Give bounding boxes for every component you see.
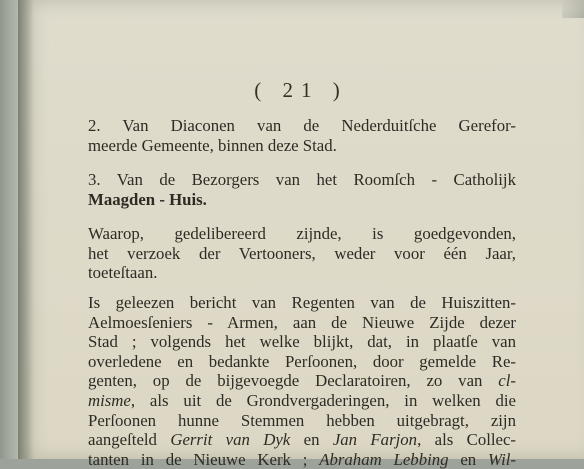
document-page bbox=[18, 0, 584, 469]
name-2: Jan Farjon bbox=[332, 430, 418, 450]
name-4-start: Wil- bbox=[488, 449, 516, 469]
elisme-fragment-2: misme bbox=[88, 390, 131, 410]
paragraph-4-line-7: Perſoonen hunne Stemmen hebben uitgebragt, zijn bbox=[88, 410, 516, 430]
paragraph-3-line-3: toeteſtaan. bbox=[88, 263, 158, 283]
paragraph-4-line-3: Stad ; volgends het welke blijkt, dat, in plaatſe van bbox=[88, 332, 516, 352]
page-number: ( 21 ) bbox=[254, 78, 348, 102]
paragraph-4-line-5-prefix: genten, op de bijgevoegde Declaratoiren, zo van bbox=[88, 371, 499, 391]
paragraph-4-line-5 bbox=[88, 371, 516, 391]
paragraph-1-line-2: meerde Gemeente, binnen deze Stad. bbox=[88, 135, 337, 155]
paragraph-2-line-2-text: Maagden - Huis. bbox=[88, 189, 207, 209]
elisme-fragment-1: cl- bbox=[498, 371, 516, 391]
paragraph-2-line-1: 3. Van de Bezorgers van het Roomſch - Catholijk bbox=[88, 170, 516, 189]
paragraph-4-line-2: Aelmoesſeniers - Armen, aan de Nieuwe Zijde dezer bbox=[88, 312, 516, 332]
paragraph-2-line-2 bbox=[88, 190, 516, 210]
name-1: Gerrit van Dyk bbox=[170, 430, 291, 450]
paragraph-4-line-1: Is geleezen bericht van Regenten van de Huiszitten- bbox=[88, 293, 516, 312]
paragraph-4-line-9-middle: en bbox=[448, 449, 489, 469]
paragraph-4 bbox=[88, 293, 516, 469]
binding-shadow bbox=[18, 0, 34, 459]
paragraph-4-line-4: overledene en bedankte Perſoonen, door gemelde Re- bbox=[88, 351, 516, 371]
paragraph-4-line-8-prefix: aangeſteld bbox=[88, 430, 171, 450]
paragraph-4-line-6-suffix: , als uit de Grondvergaderingen, in welken die bbox=[130, 390, 516, 410]
name-3: Abraham Lebbing bbox=[319, 449, 449, 469]
paragraph-2 bbox=[88, 170, 516, 209]
paragraph-3-line-1: Waarop, gedelibereerd zijnde, is goedgevonden, bbox=[88, 224, 516, 243]
paragraph-3-line-2: het verzoek der Vertooners, weder voor één Jaar, bbox=[88, 243, 516, 263]
paragraph-1-line-1: 2. Van Diaconen van de Nederduitſche Gerefor- bbox=[88, 116, 516, 135]
paragraph-4-line-8-suffix: , als Collec- bbox=[417, 430, 517, 450]
paragraph-4-line-8 bbox=[88, 430, 516, 450]
paragraph-3 bbox=[88, 224, 516, 283]
paragraph-4-line-6 bbox=[88, 391, 516, 411]
corner-shadow bbox=[562, 0, 584, 18]
paragraph-4-line-8-middle: en bbox=[290, 430, 333, 450]
paragraph-1 bbox=[88, 116, 516, 155]
paragraph-4-line-9 bbox=[88, 450, 516, 469]
paragraph-4-line-9-prefix: tanten in de Nieuwe Kerk ; bbox=[88, 449, 320, 469]
